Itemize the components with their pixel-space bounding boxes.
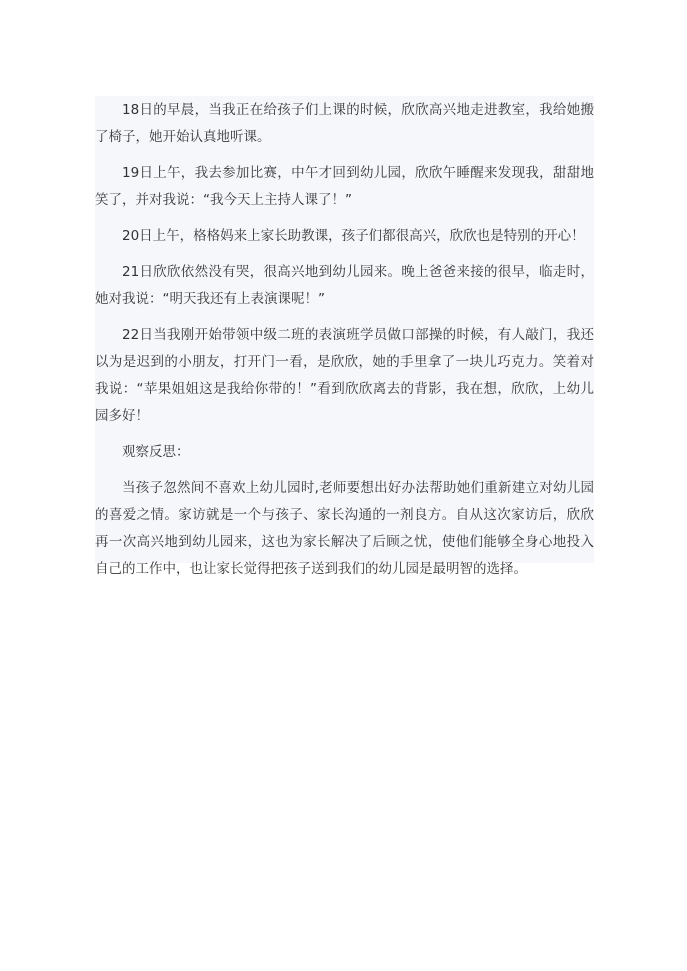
paragraph-day-22: 22日当我刚开始带领中级二班的表演班学员做口部操的时候，有人敲门，我还以为是迟到的小朋友，打开门一看，是欣欣，她的手里拿了一块儿巧克力。笑着对我说：“苹果姐姐这是我给你带的！”看到欣欣离去的背影，我在想，欣欣，上幼儿园多好！ <box>95 327 594 424</box>
reflection-heading: 观察反思： <box>122 444 190 460</box>
paragraph-day-20: 20日上午，格格妈来上家长助教课，孩子们都很高兴，欣欣也是特别的开心！ <box>122 228 585 244</box>
paragraph-day-21: 21日欣欣依然没有哭，很高兴地到幼儿园来。晚上爸爸来接的很早，临走时，她对我说：“明天我还有上表演课呢！” <box>95 264 594 307</box>
paragraph-day-18: 18日的早晨，当我正在给孩子们上课的时候，欣欣高兴地走进教室，我给她搬了椅子，她开始认真地听课。 <box>95 102 594 145</box>
paragraph-day-19: 19日上午，我去参加比赛，中午才回到幼儿园，欣欣午睡醒来发现我，甜甜地笑了，并对我说：“我今天上主持人课了！” <box>95 165 594 208</box>
reflection-paragraph: 当孩子忽然间不喜欢上幼儿园时,老师要想出好办法帮助她们重新建立对幼儿园的喜爱之情。家访就是一个与孩子、家长沟通的一剂良方。自从这次家访后，欣欣再一次高兴地到幼儿园来，这也为家长解决了后顾之忧，使他们能够全身心地投入自己的工作中，也让家长觉得把孩子送到我们的幼儿园是最明智的选择。 <box>95 480 594 577</box>
document-text-block <box>95 96 594 577</box>
